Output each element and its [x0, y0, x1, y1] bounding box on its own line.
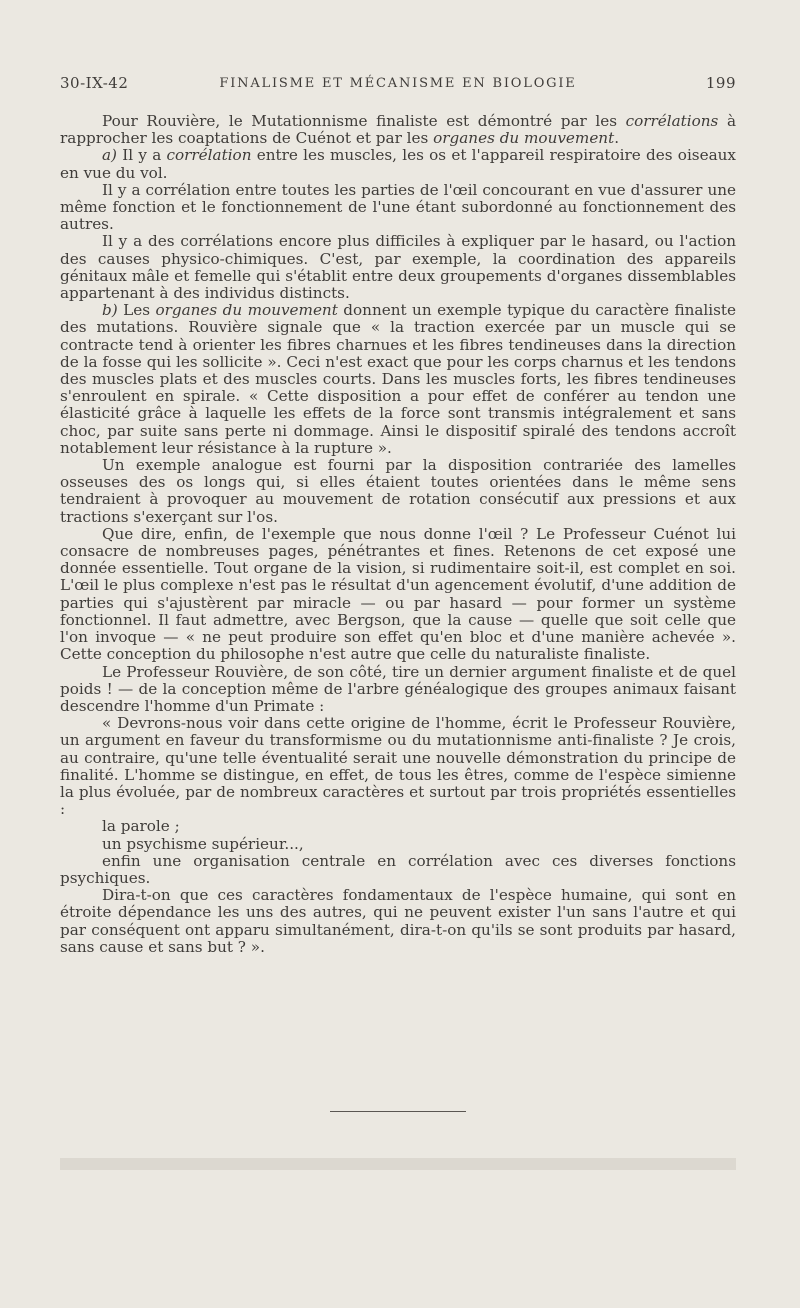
text-run: Il y a corrélation entre toutes les parties de l'œil concourant en vue d'assurer une même fonction et le fonctionnement de l'une étant subordonné au fonctionnement des autres.	[60, 180, 736, 234]
paragraph	[60, 113, 736, 147]
text-run: enfin une organisation centrale en corrélation avec ces diverses fonctions psychiques.	[60, 851, 736, 887]
paragraph	[60, 147, 736, 181]
text-run: Un exemple analogue est fourni par la disposition contrariée des lamelles osseuses des os longs qui, si elles étaient toutes orientées dans le même sens tendraient à provoquer au mouvement de rotation consécutif aux pressions et aux tractions s'exerçant sur l'os.	[60, 456, 736, 526]
paragraph	[60, 715, 736, 818]
paragraph	[60, 526, 736, 664]
body-text	[60, 113, 736, 956]
paragraph	[60, 836, 736, 853]
italic-text: corrélation	[166, 146, 252, 165]
italic-text: a)	[102, 146, 117, 165]
text-run: donnent un exemple typique du caractère finaliste des mutations. Rouvière signale que « la traction exercée par un muscle qui se contracte tend à orienter les fibres charnues et les fibres tendineuses dans la direction de la fosse qui les sollicite ». Ceci n'est exact que pour les corps charnus et les tendons des muscles plats et des muscles courts. Dans les muscles forts, les fibres tendineuses s'enroulent en spirale. « Cette disposition a pour effet de conférer au tendon une élasticité grâce à laquelle les effets de la force sont transmis intégralement et sans choc, par suite sans perte ni dommage. Ainsi le dispositif spiralé des tendons accroît notablement leur résistance à la rupture ».	[60, 301, 737, 457]
paragraph	[60, 233, 736, 302]
document-page	[60, 0, 736, 1308]
text-run: Les	[117, 301, 156, 320]
text-run: .	[614, 129, 620, 148]
text-run: Le Professeur Rouvière, de son côté, tire un dernier argument finaliste et de quel poids ! — de la conception même de l'arbre généalogique des groupes animaux faisant descendre l'homme d'un Primate :	[60, 662, 736, 715]
text-run: Il y a	[116, 146, 167, 165]
running-header	[60, 74, 736, 96]
end-rule	[330, 1111, 466, 1112]
text-run: « Devrons-nous voir dans cette origine de l'homme, écrit le Professeur Rouvière, un argument en faveur du transformisme ou du mutationnisme anti-finaliste ? Je crois, au contraire, qu'une telle éventualité serait une nouvelle démonstration du principe de finalité. L'homme se distingue, en effet, de tous les êtres, comme de l'espèce simienne la plus évoluée, par de nombreux caractères et surtout par trois propriétés essentielles :	[60, 714, 736, 819]
italic-text: organes du mouvement	[155, 301, 338, 320]
paragraph	[60, 664, 736, 716]
text-run: la parole ;	[102, 817, 180, 836]
text-run: Dira-t-on que ces caractères fondamentaux de l'espèce humaine, qui sont en étroite dépendance les uns des autres, qui ne peuvent exister l'un sans l'autre et qui par conséquent ont apparu simultanément, dira-t-on qu'ils se sont produits par hasard, sans cause et sans but ? ».	[60, 886, 736, 956]
header-date: 30-IX-42	[60, 74, 129, 92]
paragraph	[60, 182, 736, 234]
paragraph	[60, 818, 736, 835]
paragraph	[60, 853, 736, 887]
text-run: Il y a des corrélations encore plus difficiles à expliquer par le hasard, ou l'action des causes physico-chimiques. C'est, par exemple, la coordination des appareils génitaux mâle et femelle qui s'établit entre deux groupements d'organes dissemblables appartenant à des individus distincts.	[60, 232, 736, 303]
paragraph	[60, 457, 736, 526]
text-run: Pour Rouvière, le Mutationnisme finaliste est démontré par les	[102, 112, 626, 130]
text-run: Que dire, enfin, de l'exemple que nous donne l'œil ? Le Professeur Cuénot lui consacre de nombreuses pages, pénétrantes et fines. Retenons de cet exposé une donnée essentielle. Tout organe de la vision, si rudimentaire soit-il, est complet en soi. L'œil le plus complexe n'est pas le résultat d'un agencement évolutif, d'une addition de parties qui s'ajustèrent par miracle — ou par hasard — pour former un système fonctionnel. Il faut admettre, avec Bergson, que la cause — quelle que soit celle que l'on invoque — « ne peut produire son effet qu'en bloc et d'une manière achevée ». Cette conception du philosophe n'est autre que celle du naturaliste finaliste.	[60, 524, 736, 664]
text-run: un psychisme supérieur...,	[102, 834, 304, 853]
italic-text: organes du mouvement	[433, 129, 615, 148]
paragraph	[60, 887, 736, 956]
paragraph	[60, 302, 736, 457]
page-number: 199	[705, 74, 736, 92]
bleed-through-band	[60, 1158, 736, 1170]
italic-text: b)	[102, 301, 118, 320]
header-title: FINALISME ET MÉCANISME EN BIOLOGIE	[219, 76, 577, 91]
text-run: à rapprocher les coaptations de Cuénot et par les	[60, 112, 736, 148]
italic-text: corrélations	[625, 112, 719, 130]
text-run: entre les muscles, les os et l'appareil respiratoire des oiseaux en vue du vol.	[60, 146, 736, 182]
